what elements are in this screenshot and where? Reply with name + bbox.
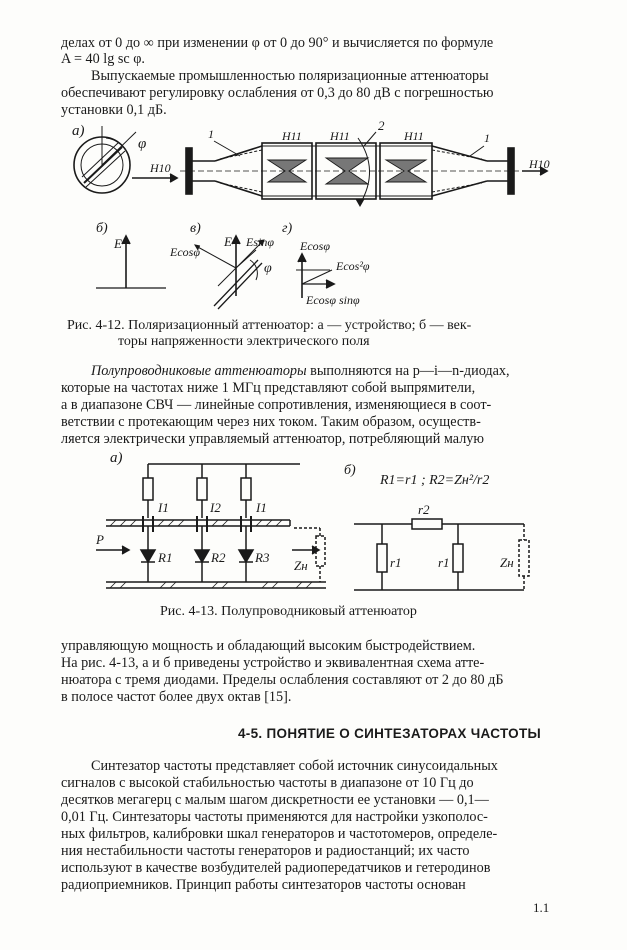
text-line: обеспечивают регулировку ослабления от 0,3 до 80 дВ с погрешностью [61,85,494,101]
i3-label: I1 [256,500,267,515]
text-line: нюатора с тремя диодами. Пределы ослабления составляют от 2 до 80 дБ [61,672,504,688]
p-label: P [96,532,104,547]
figure-4-13-caption: Рис. 4-13. Полупроводниковый аттенюатор [160,604,417,619]
ecos2-label: Ecos²φ [336,259,370,273]
h10-label-left: H10 [150,161,171,175]
label-a: а) [110,450,123,466]
formula-label: R1=r1 ; R2=Zн²/r2 [380,473,490,488]
part-1-label: 1 [484,131,490,145]
page-number: 1.1 [533,900,550,915]
text-line: делах от 0 до ∞ при изменении φ от 0 до 90° и вычисляется по формуле [61,35,494,51]
part-2-label: 2 [378,118,385,133]
text-span: выполняются на p—i—n-диодах, [306,363,510,379]
text-line-formula: A = 40 lg sc φ. [61,51,145,67]
ecossin-label: Ecosφ sinφ [306,293,360,307]
part-1-label: 1 [208,127,214,141]
ecos-label: Ecosφ [300,239,330,253]
section-heading: 4-5. ПОНЯТИЕ О СИНТЕЗАТОРАХ ЧАСТОТЫ [238,726,542,741]
phi-label: φ [264,261,272,276]
label-a: а) [72,123,85,139]
phi-label: φ [138,136,147,152]
text-line: а в диапазоне СВЧ — линейные сопротивления, изменяющиеся в соот- [61,397,492,413]
text-line: в полосе частот более двух октав [15]. [61,689,292,705]
figure-4-13 [0,450,627,610]
text-line: Выпускаемые промышленностью поляризационные аттенюаторы [91,68,489,84]
text-line: десятков мегагерц с малым шагом дискретности ее установки — 0,1— [61,792,489,808]
text-line: которые на частотах ниже 1 МГц представляют собой выпрямители, [61,380,476,396]
text-line: На рис. 4-13, а и б приведены устройство и эквивалентная схема атте- [61,655,485,671]
diode-3 [239,550,253,562]
h11-label: H11 [330,129,350,143]
text-line: ляется электрически управляемый аттенюатор, потребляющий малую [61,431,484,447]
i2-label: I2 [210,500,221,515]
r3-label: R3 [255,550,270,565]
zn-label: Zн [294,558,308,573]
i1-label: I1 [158,500,169,515]
text-line: 0,01 Гц. Синтезаторы частоты применяются для настройки узкополос- [61,809,488,825]
text-line: установки 0,1 дБ. [61,102,167,118]
text-line: ветствии с протекающим через них током. Таким образом, осуществ- [61,414,481,430]
text-line: Синтезатор частоты представляет собой источник синусоидальных [91,758,498,774]
label-b: б) [344,463,356,478]
r1-small-label: r1 [438,555,450,570]
italic-term: Полупроводниковые аттенюаторы [91,363,307,379]
diode-2 [195,550,209,562]
r1-small-label: r1 [390,555,402,570]
h10-label-right: H10 [529,157,550,171]
text-line: ния нестабильности частоты генераторов и радиостанций; их часто [61,843,470,859]
text-line: используют в качестве возбудителей радиопередатчиков и гетеродинов [61,860,491,876]
text-line: ных фильтров, калибровки шкал генераторов и частотомеров, определе- [61,826,498,842]
diode-1 [141,550,155,562]
esin-label: Esinφ [246,235,274,249]
text-line: радиоприемников. Принцип работы синтезаторов частоты основан [61,877,466,893]
e-label: E [224,234,232,249]
r2-small-label: r2 [418,502,430,517]
ecos-label: Ecosφ [170,245,200,259]
r2-label: R2 [211,550,226,565]
e-label: E [114,236,122,251]
zn-label: Zн [500,555,514,570]
figure-4-12-caption-line2: торы напряженности электрического поля [118,334,370,349]
text-line: сигналов с высокой стабильностью частоты в диапазоне от 10 Гц до [61,775,474,791]
r1-label: R1 [158,550,173,565]
text-line: управляющую мощность и обладающий высоким быстродействием. [61,638,476,654]
label-g: г) [282,221,293,236]
label-b: б) [96,221,108,236]
label-v: в) [190,221,201,236]
h11-label: H11 [282,129,302,143]
h11-label: H11 [404,129,424,143]
figure-4-12-caption-line1: Рис. 4-12. Поляризационный аттенюатор: а — устройство; б — век- [67,318,472,333]
text-line [91,363,510,381]
